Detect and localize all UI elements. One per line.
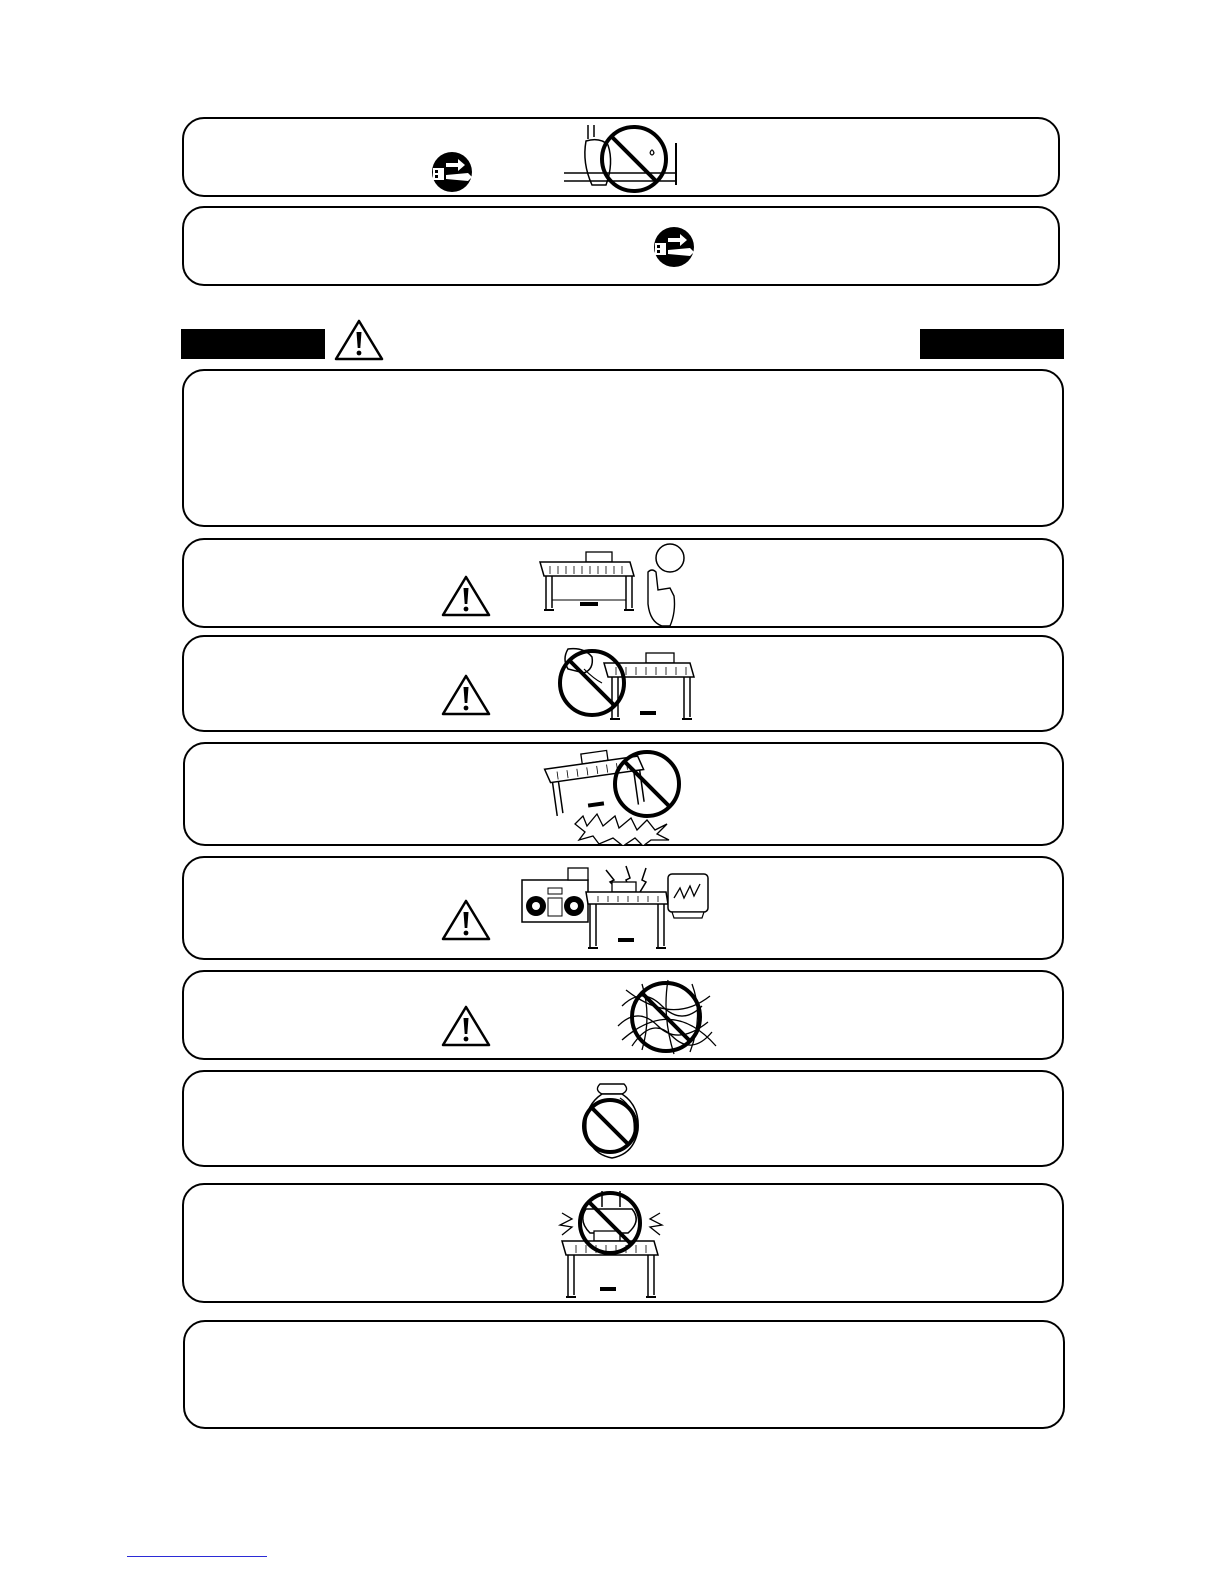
caution-box-consult-staff bbox=[182, 538, 1064, 628]
caution-header-bar-right bbox=[920, 329, 1064, 359]
warning-triangle-icon bbox=[440, 1004, 492, 1048]
no-vase-on-piano-icon bbox=[554, 639, 704, 731]
no-pressure-on-piano-icon bbox=[550, 1187, 672, 1303]
warning-triangle-icon bbox=[440, 574, 492, 618]
caution-intro-box bbox=[182, 369, 1064, 527]
caution-box-no-liquids bbox=[182, 635, 1064, 732]
notice-box-unplug-wet-hands bbox=[182, 117, 1060, 197]
no-tipping-piano-icon bbox=[543, 746, 693, 846]
no-tangled-cords-icon bbox=[612, 976, 724, 1058]
piano-radio-tv-interference-icon bbox=[518, 858, 714, 958]
caution-box-no-climbing bbox=[182, 1183, 1064, 1303]
unplug-icon bbox=[428, 151, 478, 193]
caution-box-interference bbox=[182, 856, 1064, 960]
warning-triangle-icon bbox=[333, 318, 385, 362]
warning-triangle-icon bbox=[440, 673, 492, 717]
notice-box-unplug bbox=[182, 206, 1060, 286]
caution-box-no-heavy-objects bbox=[182, 1070, 1064, 1167]
no-wet-hands-plug-icon bbox=[564, 123, 682, 195]
caution-closing-box bbox=[183, 1320, 1065, 1429]
caution-header-bar-left bbox=[181, 329, 325, 359]
piano-pointing-hand-icon bbox=[530, 542, 692, 628]
no-vase-icon bbox=[580, 1078, 644, 1164]
caution-box-no-dropping bbox=[183, 742, 1064, 846]
warning-triangle-icon bbox=[440, 898, 492, 942]
unplug-icon bbox=[650, 226, 700, 268]
caution-box-cord-tangle bbox=[182, 970, 1064, 1060]
footer-link-underline bbox=[127, 1556, 267, 1557]
